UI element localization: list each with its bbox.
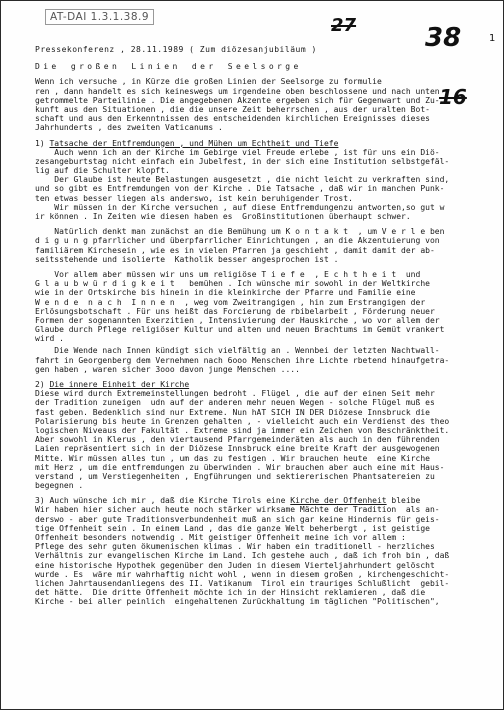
archive-stamp: AT-DAI 1.3.1.38.9 (45, 9, 154, 25)
section-3-paragraph-1-line: det hätte. Die dritte Offenheit möchte ich in der Hinsicht reklamieren , daß die (35, 588, 426, 598)
section-2-paragraph-1-line: Diese wird durch Extremeinstellungen bedroht . Flügel , die auf der einen Seit mehr (35, 389, 435, 399)
section-3-paragraph-1-line: Verhältnis zur evangelischen Kirche im Land. Ich gestehe auch , daß ich froh bin , daß (35, 551, 450, 561)
document-headline: Die großen Linien der Seelsorge (35, 62, 302, 72)
section-1-paragraph-6-line: gen haben , waren sicher 3ooo davon junge Menschen .... (35, 364, 300, 374)
section-2-title: Die innere Einheit der Kirche (49, 380, 190, 389)
section-3-paragraph-1-line: Offenheit besonders notwendig . Mit geistiger Offenheit meine ich vor allem : (35, 533, 406, 542)
section-1-paragraph-5 (35, 270, 481, 344)
section-3-heading (35, 496, 481, 505)
document-body (35, 45, 481, 607)
section-3-paragraph-1 (35, 505, 481, 606)
intro-paragraph (35, 77, 481, 132)
section-1-paragraph-6-line: fahrt in Georgenberg dem Vernehmen nach 6ooo Menschen ihre Lichte rbetend hinaufgetra- (35, 355, 450, 365)
section-2-paragraph-1-line: Aber sowohl in Klerus , den viertausend Pfarrgemeinderäten als auch in den führenden (35, 435, 440, 445)
section-1-paragraph-5-line: G l a u b w ü r d i g k e i t bemühen . Ich wünsche mir sowohl in der Weltkirche (35, 279, 430, 289)
section-1-paragraph-2-line: ten etwas besser liegen als anderswo, ist kein beruhigender Trost. (35, 193, 353, 203)
intro-paragraph-line: Jahrhunderts , des zweiten Vaticanums . (35, 123, 223, 133)
section-2-paragraph-1-line: fast geben. Bedenklich sind nur Extreme. Nun hAT SICH IN DER Diözese Innsbruck die (35, 407, 430, 417)
section-1-heading (35, 139, 481, 148)
section-1-paragraph-4-line: familiärem Kirchesein , wie es in vielen Pfarren ja geschieht , damit damit der ab- (35, 245, 435, 255)
intro-paragraph-line: kunft aus den Situationen , die die unsere Zeit beherrschen , aus der uralten Bot- (35, 104, 430, 114)
section-1-paragraph-3-line: Wir müssen in der Kirche versuchen , auf diese Entfremdungenzu antworten,so gut w (35, 202, 445, 212)
section-1-paragraph-5-line: wird . (35, 334, 64, 344)
section-1-paragraph-4-line: Natürlich denkt man zunächst an die Bemühung um K o n t a k t , um V e r l e ben (35, 227, 445, 237)
section-1-paragraph-4-line: d i g u n g pfarrlicher und überpfarrlicher Einrichtungen , an die Akzentuierung von (35, 236, 440, 246)
section-3-paragraph-1-line: derswo - aber gute Traditionsverbundenheit muß an sich gar keine Hindernis für geis- (35, 514, 440, 524)
section-3-paragraph-1-line: Kirche - bei aller peinlich eingehaltenen Zurückhaltung im täglichen "Politischen", (35, 597, 440, 607)
section-1-paragraph-1-line: lig auf die Schulter klopft. (35, 166, 170, 176)
section-1-paragraph-4-line: seitsstehende und isolierte Katholik besser angesprochen ist . (35, 254, 339, 264)
section-2-paragraph-1-line: Mitte. Wir müssen alles tun , um das zu festigen . Wir brauchen heute eine Kirche (35, 453, 430, 463)
section-2-paragraph-1-line: Laien repräsentiert sich in der Diözese Innsbruck eine breite Kraft der ausgewogenen (35, 444, 440, 454)
section-1-paragraph-6-line: Die Wende nach Innen kündigt sich vielfältig an . Wennbei der letzten Nachtwall- (35, 346, 440, 356)
section-1-paragraph-5-line: W e n d e n a c h I n n e n , weg vom Zweitrangigen , hin zum Erstrangigen der (35, 297, 426, 307)
section-2-paragraph-1-line: logischen Niveaus der Fakultät . Extreme sind ja immer ein Zeichen von Beschränktheit. (35, 425, 450, 435)
section-3-paragraph-1-line: Pflege des sehr guten ökumenischen klimas . Wir haben ein traditionell - herzliches (35, 542, 435, 552)
section-2-paragraph-1-line: begegnen . (35, 481, 84, 491)
section-3-paragraph-1-line: wurde . Es wäre mir wahrhaftig nicht wohl , wenn in diesem großen , kirchengeschicht- (35, 569, 450, 579)
section-3-paragraph-1-line: eine historische Hypothek gegenüber den Juden in diesem Vierteljahrhundert gelöscht (35, 560, 435, 570)
section-1-title: Tatsache der Entfremdungen , und Mühen um Echtheit und Tiefe (49, 138, 339, 148)
section-1-number: 1) (35, 138, 50, 148)
section-1-paragraph-2 (35, 175, 481, 203)
section-1-paragraph-3-line: ir können . In Zeiten wie diesen haben es Großinstitutionen überhaupt schwer. (35, 212, 411, 221)
section-1-paragraph-4 (35, 227, 481, 264)
section-1-paragraph-2-line: Der Glaube ist heute Belastungen ausgesetzt , die nicht leicht zu verkraften sind, (35, 175, 450, 185)
handwritten-struck-number-2: 16 (439, 85, 467, 109)
section-1-paragraph-6 (35, 346, 481, 374)
intro-paragraph-line: ren , dann handelt es sich keineswegs um irgendeine oben beschlossene und nach unten (35, 86, 440, 96)
press-conference-title: Pressekonferenz , 28.11.1989 ( Zum diözesanjubiläum ) (35, 45, 317, 54)
intro-paragraph-line: Wenn ich versuche , in Kürze die großen Linien der Seelsorge zu formulie (35, 77, 382, 87)
handwritten-struck-number: 27 (331, 15, 357, 36)
section-3-paragraph-1-line: tige Offenheit sein . In einem Land , das die ganze Welt beherbergt , ist geistige (35, 523, 430, 533)
section-1-paragraph-1-line: Auch wenn ich an der Kirche im Gebirge viel Freude erlebe , ist für uns ein Diö- (35, 147, 440, 157)
section-2-heading (35, 380, 481, 389)
section-3-suffix: bleibe (386, 496, 421, 506)
section-2-paragraph-1-line: verstand , um Verstiegenheiten , Engführungen und sektiererischen Phantsatereien zu (35, 471, 435, 481)
section-2-paragraph-1-line: mit Herz , um die entfremdungen zu überwinden . Wir brauchen aber auch eine mit Haus- (35, 462, 445, 472)
section-3-prefix: 3) Auch wünsche ich mir , daß die Kirche Tirols eine (35, 496, 291, 506)
section-2-paragraph-1-line: der Tradition zuneigen udn auf der anderen mehr neuen Wegen - solche Flügel muß es (35, 398, 435, 408)
section-1-paragraph-2-line: und so gibt es Entfremdungen von der Kirche . Die Tatsache , daß wir in manchen Punk- (35, 184, 445, 194)
section-1-paragraph-5-line: Vor allem aber müssen wir uns um religiöse T i e f e , E c h t h e i t und (35, 269, 421, 279)
section-1-paragraph-3 (35, 203, 481, 221)
section-2-paragraph-1 (35, 389, 481, 490)
section-1-paragraph-5-line: Erlösungsbotschaft . Für uns heißt das Forcierung de rbibelarbeit , Förderung neuer (35, 306, 435, 316)
section-1-paragraph-5-line: Formen der sogenannten Exerzitien , Intensivierung der Hauskirche , wo vor allem der (35, 315, 440, 325)
section-2-number: 2) (35, 380, 50, 389)
section-1-paragraph-1 (35, 148, 481, 176)
section-1-paragraph-5-line: Glaube durch Pflege religiöser Kultur und alten und neuen Brachtums im Gemüt vrankert (35, 325, 445, 335)
section-2-paragraph-1-line: Polarisierung bis heute in Grenzen gehalten , - vielleicht auch ein Verdienst des theo (35, 416, 450, 426)
handwritten-page-number: 38 (425, 23, 462, 53)
section-3-title: Kirche der Offenheit (290, 496, 387, 506)
intro-paragraph-line: schaft und aus den Erkenntnissen des entscheidenden kirchlichen Ereignisses dieses (35, 114, 430, 124)
intro-paragraph-line: getrommelte Parteilinie . Die angegebenen Akzente ergeben sich für Gegenwart und Zu- (35, 95, 440, 105)
section-3-paragraph-1-line: lichen Jahrtausendanliegens des II. Vatikanum Tirol ein trauriges Schlußlicht gebil- (35, 578, 450, 588)
section-3-paragraph-1-line: Wir haben hier sicher auch heute noch stärker wirksame Mächte der Tradition als an- (35, 505, 440, 515)
section-1-paragraph-1-line: zesangeburtstag nicht einfach ein Jubelfest, in der sich eine Institution selbstgefäl- (35, 156, 450, 166)
page-marker: 1 (489, 33, 496, 44)
section-1-paragraph-5-line: wie in der Ortskirche bis hinein in die kleinkirche der Pfarre und Familie eine (35, 288, 416, 298)
